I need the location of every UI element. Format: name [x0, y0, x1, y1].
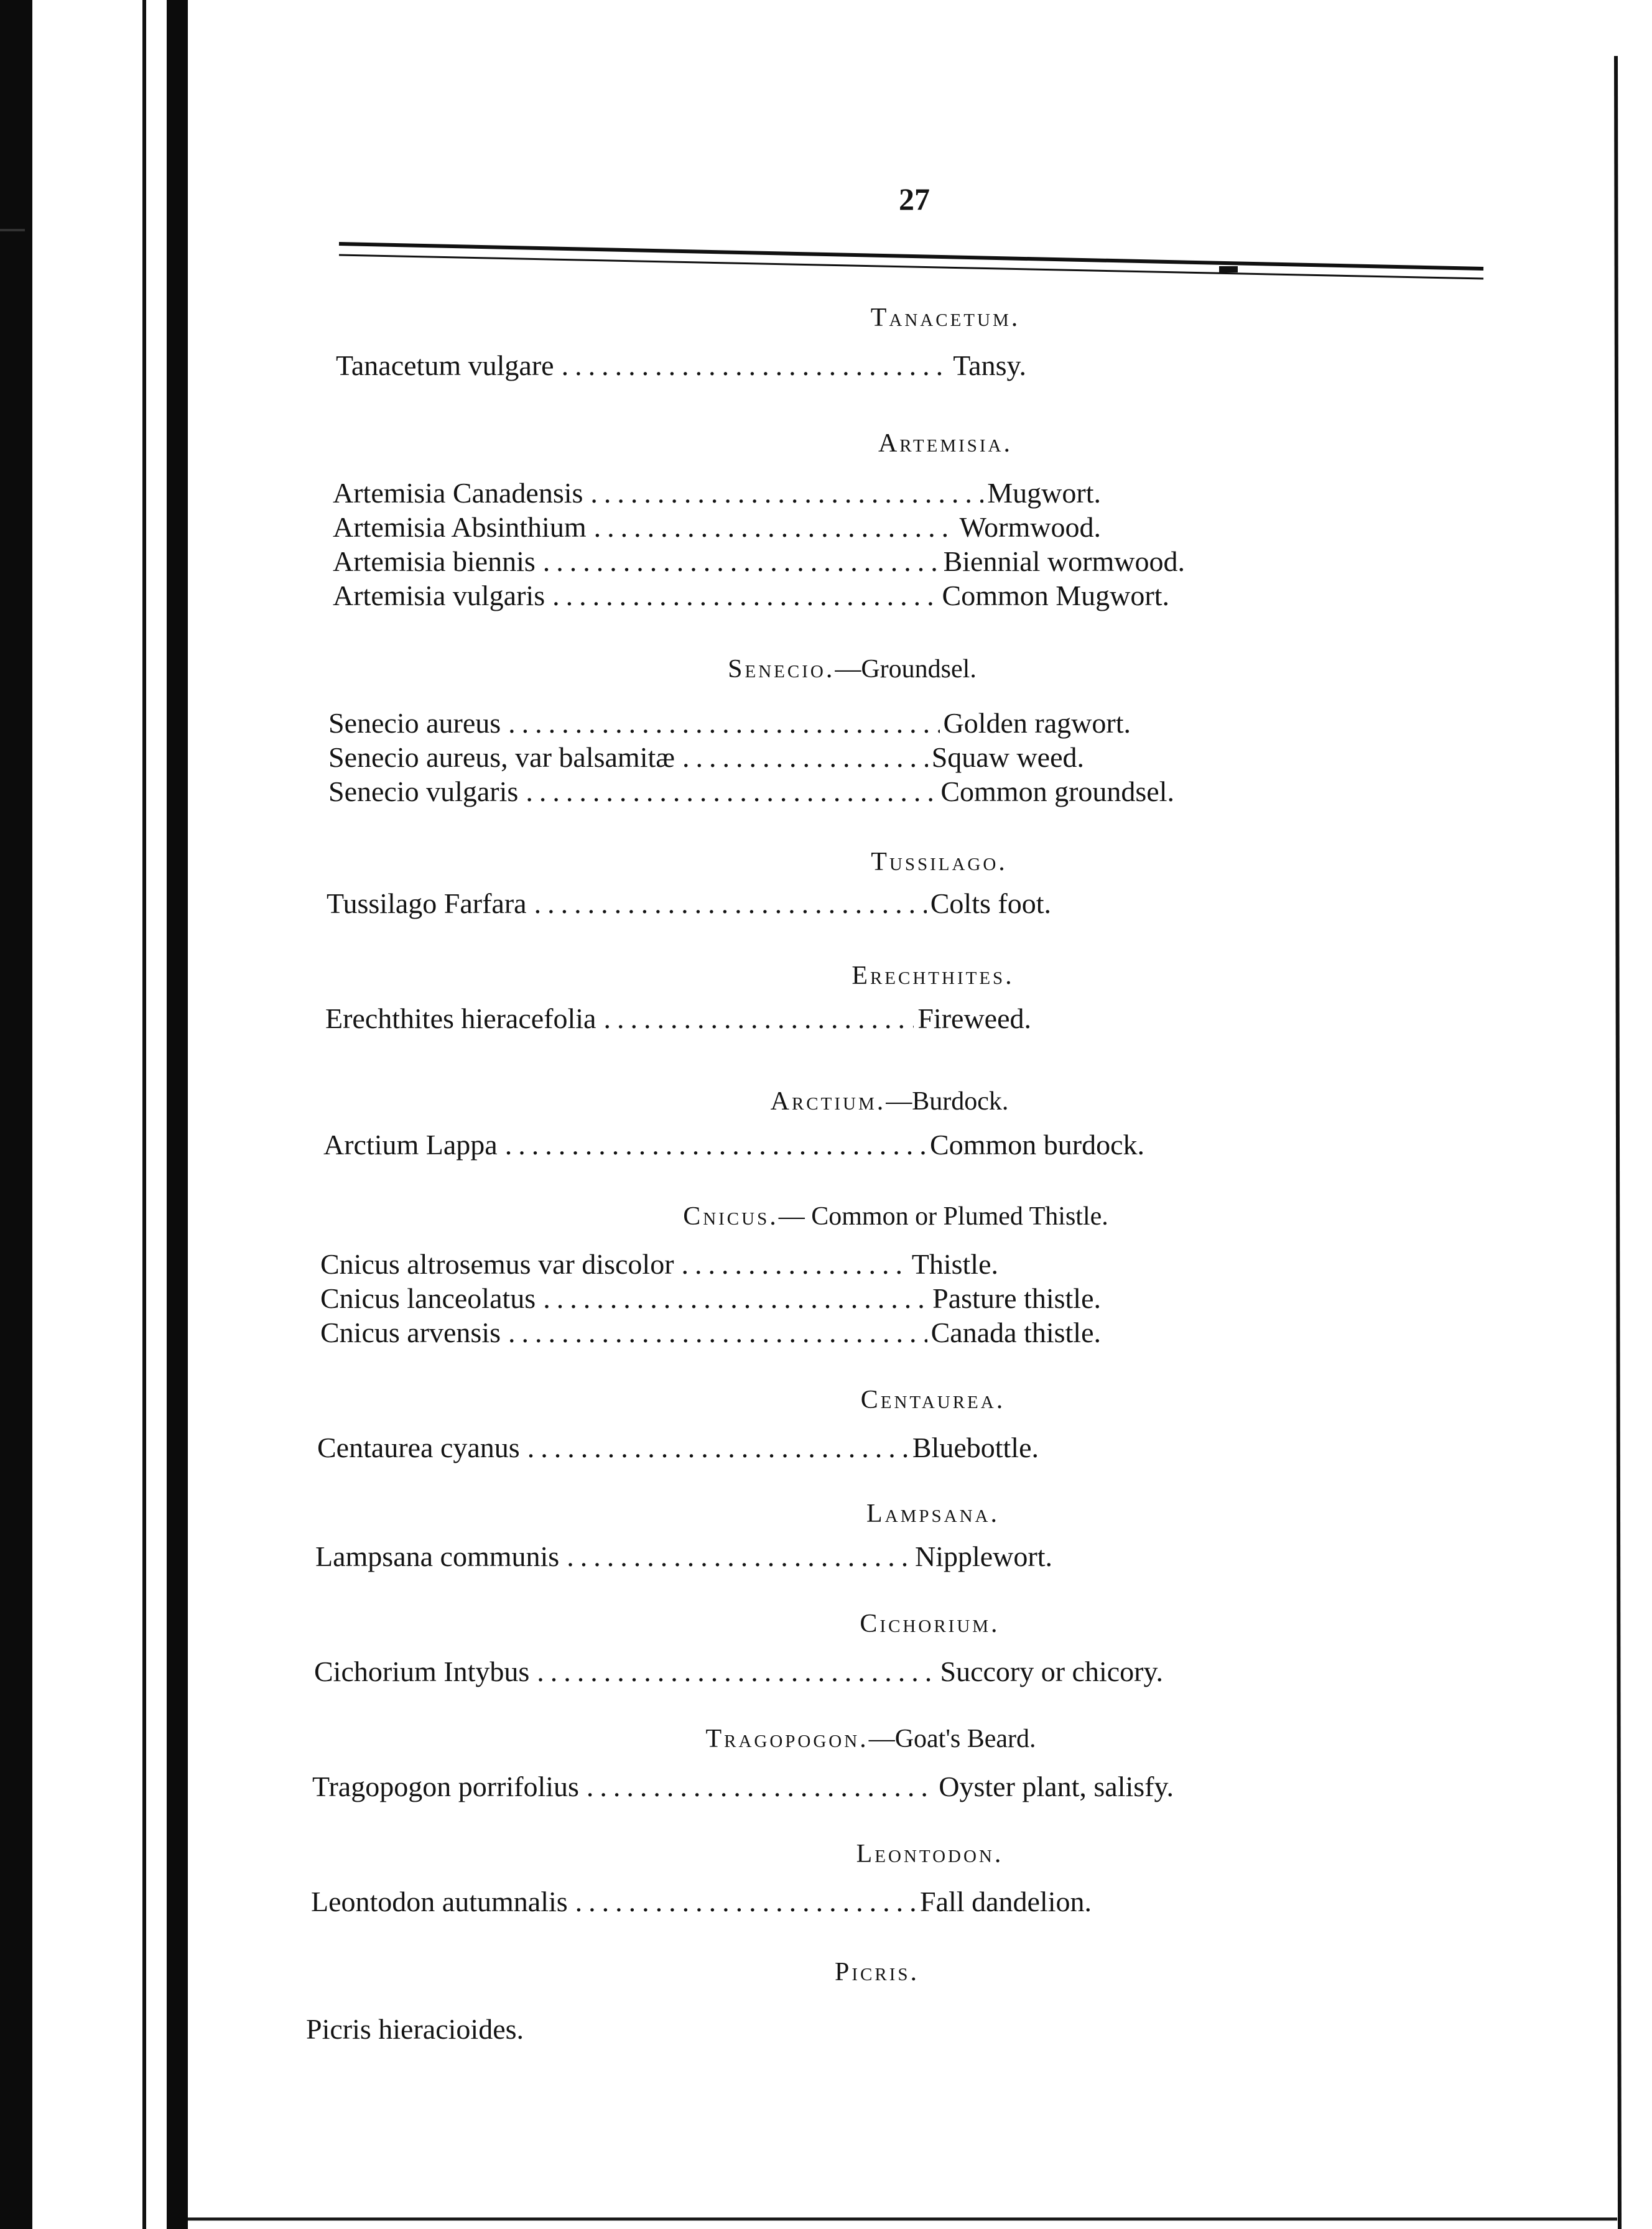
genus-name: Centaurea. [860, 1386, 1006, 1414]
common-name: Nipplewort. [914, 1541, 1052, 1572]
scientific-name: Erechthites hieracefolia [325, 1003, 596, 1034]
common-name: Common burdock. [930, 1129, 1144, 1161]
species-entry [320, 1318, 1101, 1347]
leader-dots [590, 479, 983, 507]
leader-dots [527, 1434, 909, 1462]
species-entry [333, 582, 1169, 610]
species-entry [306, 2015, 524, 2044]
common-name: Oyster plant, salisfy. [939, 1771, 1174, 1802]
common-name: Biennial wormwood. [943, 545, 1185, 577]
common-name: Tansy. [953, 350, 1026, 381]
genus-name: Arctium. [770, 1087, 886, 1116]
genus-common-name: —Burdock. [886, 1087, 1009, 1116]
common-name: Common Mugwort. [942, 580, 1169, 611]
section-header [498, 1726, 1244, 1752]
leader-dots [567, 1542, 911, 1571]
genus-name: Senecio. [728, 655, 835, 684]
genus-common-name: —Groundsel. [835, 655, 977, 684]
scientific-name: Senecio aureus, var balsamitæ [328, 741, 675, 773]
leader-dots [508, 1318, 927, 1347]
leader-dots [543, 1284, 929, 1313]
common-name: Canada thistle. [930, 1317, 1101, 1348]
scientific-name: Centaurea cyanus [317, 1432, 520, 1463]
leader-dots [682, 743, 928, 772]
leader-dots [562, 351, 950, 380]
section-header [560, 1501, 1306, 1527]
species-entry [323, 1131, 1144, 1159]
genus-name: Leontodon. [856, 1840, 1004, 1868]
page-number: 27 [899, 182, 930, 216]
species-entry [314, 1657, 1163, 1686]
species-entry [333, 479, 1101, 507]
scientific-name: Picris hieracioides. [306, 2013, 524, 2045]
scientific-name: Tragopogon porrifolius [312, 1771, 579, 1802]
genus-name: Tanacetum. [870, 304, 1021, 332]
species-entry [327, 889, 1051, 918]
species-entry [328, 709, 1131, 738]
species-entry [320, 1250, 998, 1279]
leader-dots [543, 547, 940, 576]
genus-common-name: —Goat's Beard. [868, 1725, 1036, 1753]
section-header [516, 1088, 1263, 1114]
leader-dots [526, 777, 937, 806]
leader-dots [682, 1250, 908, 1279]
scientific-name: Artemisia vulgaris [333, 580, 545, 611]
right-margin [1622, 0, 1652, 2229]
common-name: Colts foot. [930, 887, 1051, 919]
species-entry [317, 1434, 1039, 1462]
common-name: Fall dandelion. [920, 1886, 1092, 1917]
genus-common-name: — Common or Plumed Thistle. [778, 1202, 1108, 1231]
species-entry [328, 777, 1174, 806]
section-header [560, 963, 1306, 989]
species-entry [333, 547, 1185, 576]
leader-dots [552, 582, 938, 610]
common-name: Squaw weed. [931, 741, 1084, 773]
page-right-edge [1616, 56, 1620, 2229]
common-name: Golden ragwort. [943, 707, 1131, 739]
genus-name: Erechthites. [852, 962, 1014, 990]
genus-name: Tussilago. [871, 848, 1008, 876]
facing-page [32, 0, 167, 2229]
leader-dots [594, 513, 956, 542]
header-rule-top [339, 244, 1483, 269]
scientific-name: Cnicus altrosemus var discolor [320, 1248, 674, 1280]
scientific-name: Cnicus arvensis [320, 1317, 501, 1348]
leader-dots [534, 889, 927, 918]
genus-name: Picris. [835, 1958, 919, 1986]
section-header [560, 1387, 1306, 1413]
scientific-name: Leontodon autumnalis [311, 1886, 568, 1917]
scientific-name: Artemisia biennis [333, 545, 536, 577]
scientific-name: Artemisia Canadensis [333, 477, 583, 509]
species-entry [315, 1542, 1052, 1571]
common-name: Fireweed. [917, 1003, 1031, 1034]
section-header [557, 1841, 1303, 1867]
section-header [572, 430, 1319, 456]
genus-name: Lampsana. [866, 1499, 1000, 1528]
leader-dots [575, 1888, 916, 1916]
common-name: Mugwort. [987, 477, 1101, 509]
leader-dots [508, 709, 939, 738]
genus-name: Tragopogon. [705, 1725, 869, 1753]
species-entry [333, 513, 1101, 542]
scientific-name: Arctium Lappa [323, 1129, 498, 1161]
section-header [557, 1611, 1303, 1637]
scientific-name: Lampsana communis [315, 1541, 560, 1572]
common-name: Thistle. [911, 1248, 998, 1280]
genus-name: Cichorium. [860, 1610, 1000, 1638]
leader-dots [603, 1004, 914, 1033]
species-entry [325, 1004, 1031, 1033]
species-entry [312, 1773, 1174, 1801]
section-header [566, 849, 1312, 875]
species-entry [311, 1888, 1092, 1916]
leader-dots [505, 1131, 926, 1159]
binding-edge [0, 0, 32, 2229]
gutter [167, 0, 188, 2229]
scientific-name: Cichorium Intybus [314, 1656, 530, 1687]
section-header [572, 305, 1319, 331]
leader-dots [587, 1773, 935, 1801]
scientific-name: Artemisia Absinthium [333, 511, 587, 543]
section-header [504, 1959, 1250, 1985]
scientific-name: Cnicus lanceolatus [320, 1282, 536, 1314]
genus-name: Artemisia. [878, 429, 1013, 458]
common-name: Bluebottle. [912, 1432, 1039, 1463]
rule-blot [1219, 266, 1238, 272]
scientific-name: Tussilago Farfara [327, 887, 527, 919]
scientific-name: Tanacetum vulgare [336, 350, 554, 381]
section-header [473, 1203, 1319, 1230]
common-name: Wormwood. [959, 511, 1101, 543]
species-entry [320, 1284, 1101, 1313]
common-name: Succory or chicory. [940, 1656, 1163, 1687]
scientific-name: Senecio aureus [328, 707, 501, 739]
common-name: Pasture thistle. [932, 1282, 1101, 1314]
leader-dots [537, 1657, 936, 1686]
species-entry [336, 351, 1026, 380]
genus-name: Cnicus. [683, 1202, 779, 1231]
scientific-name: Senecio vulgaris [328, 776, 519, 807]
common-name: Common groundsel. [940, 776, 1174, 807]
section-header [479, 656, 1225, 682]
species-entry [328, 743, 1084, 772]
